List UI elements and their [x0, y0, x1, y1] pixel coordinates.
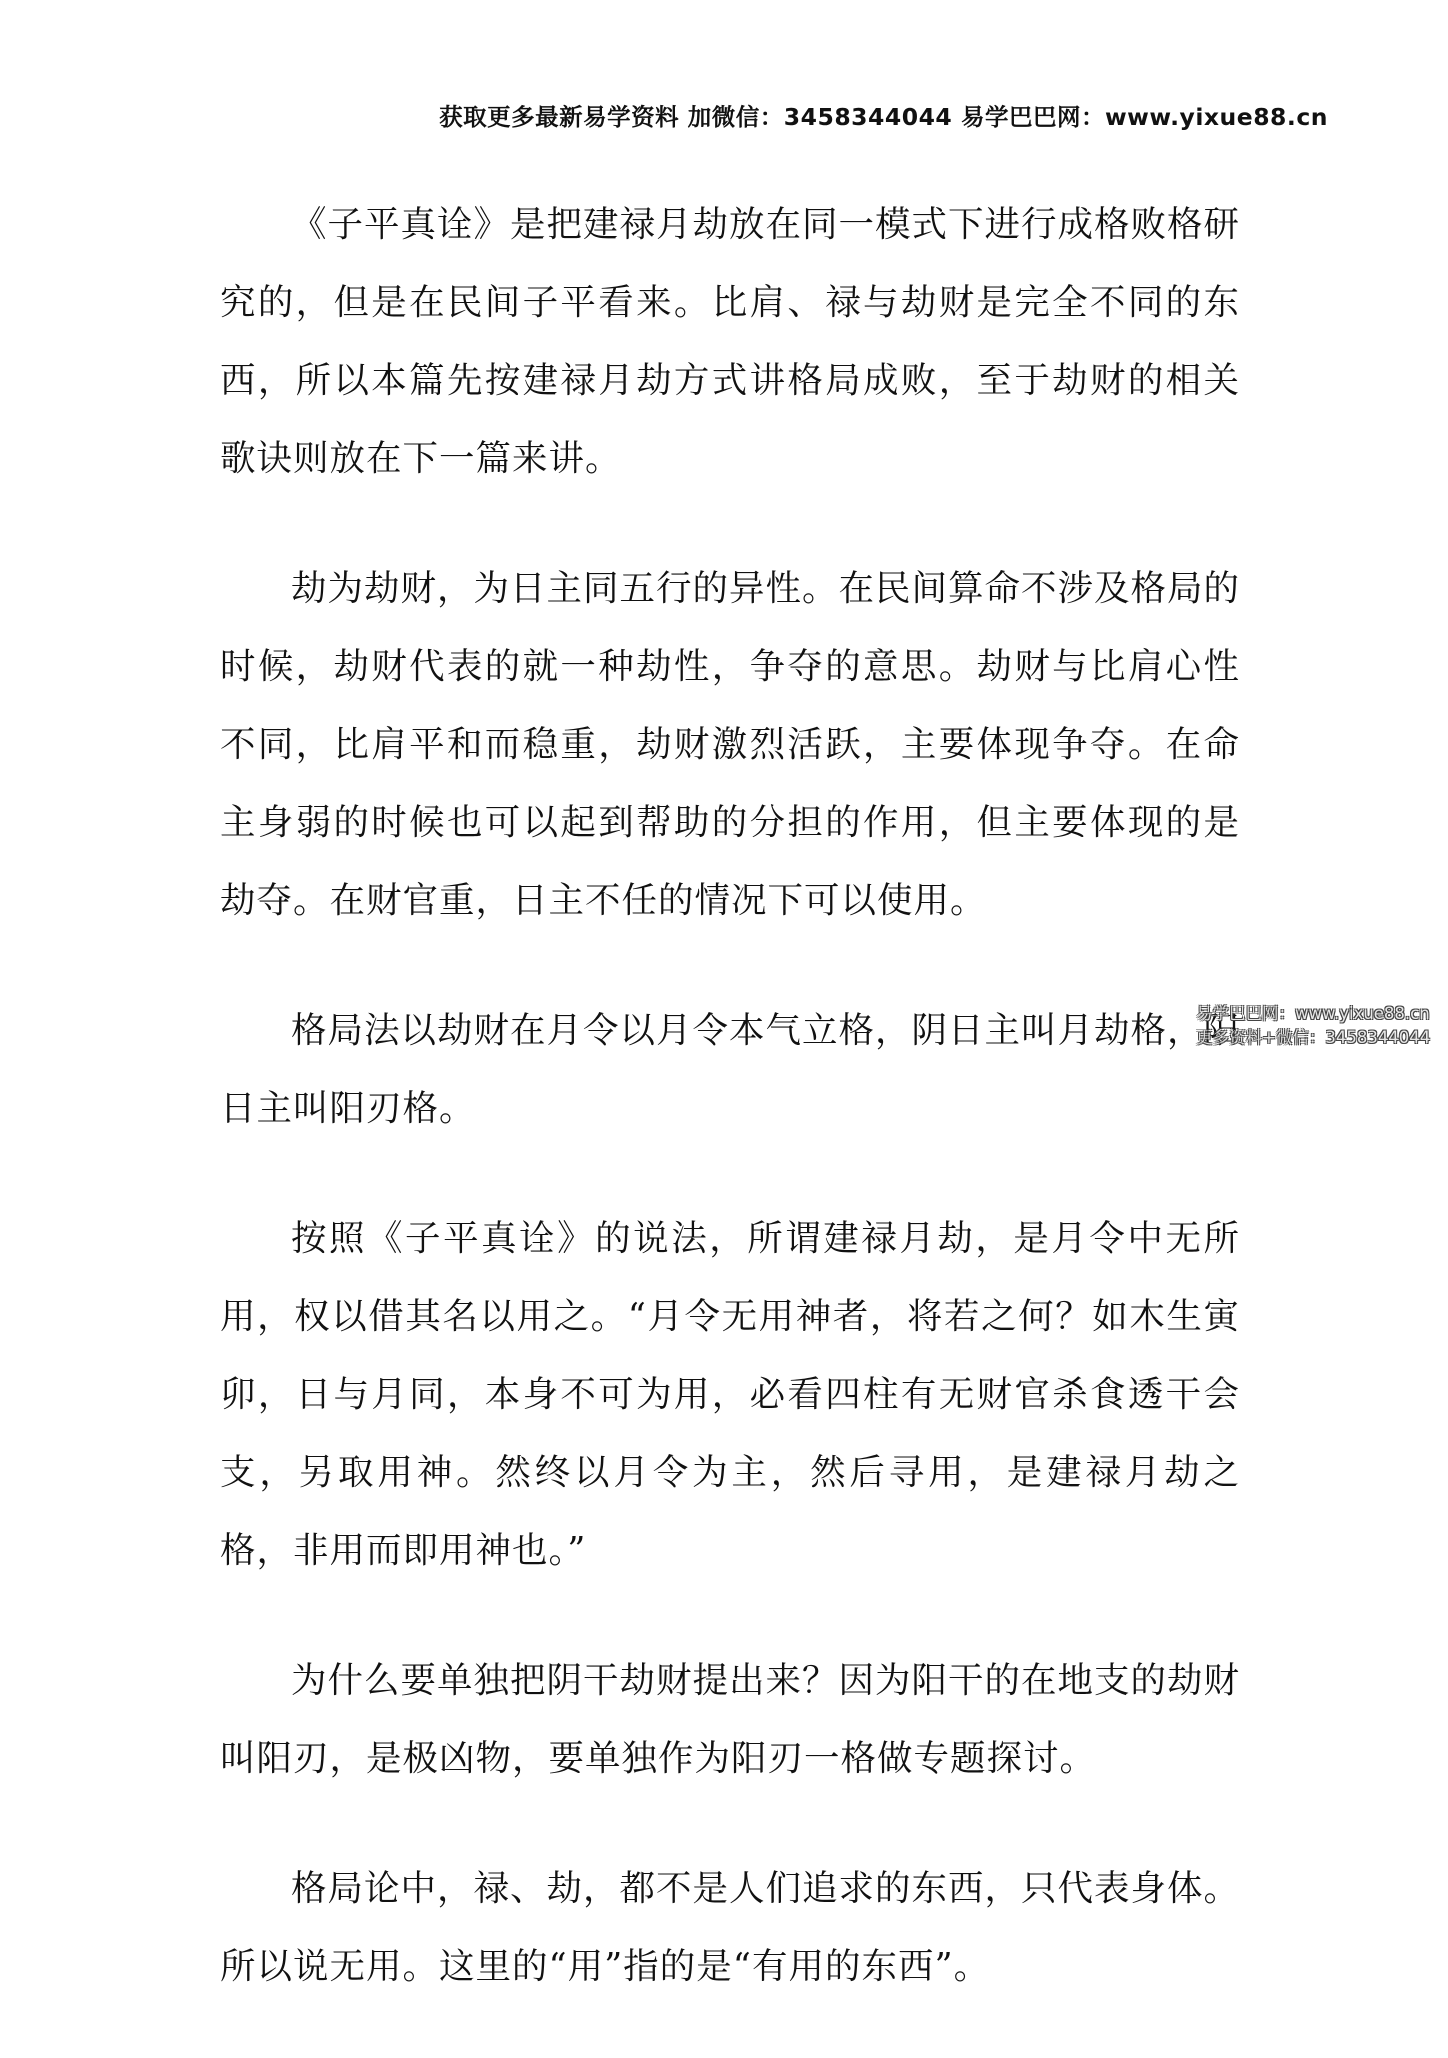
document-body [220, 186, 1240, 2058]
paragraph-5: 为什么要单独把阴干劫财提出来？因为阳干的在地支的劫财叫阳刃，是极凶物，要单独作为阳刃一格做专题探讨。 [220, 1660, 1241, 1779]
paragraph-4: 按照《子平真诠》的说法，所谓建禄月劫，是月令中无所用，权以借其名以用之。“月令无用神者，将若之何？如木生寅卯，日与月同，本身不可为用，必看四柱有无财官杀食透干会支，另取用神。然终以月令为主，然后寻用，是建禄月劫之格，非用而即用神也。” [220, 1218, 1240, 1571]
paragraph-2: 劫为劫财，为日主同五行的异性。在民间算命不涉及格局的时候，劫财代表的就一种劫性，争夺的意思。劫财与比肩心性不同，比肩平和而稳重，劫财激烈活跃，主要体现争夺。在命主身弱的时候也可以起到帮助的分担的作用，但主要体现的是劫夺。在财官重，日主不任的情况下可以使用。 [220, 568, 1241, 921]
page-header: 获取更多最新易学资料 加微信：3458344044 易学巴巴网：www.yixue88.cn [439, 103, 1328, 131]
watermark [1196, 1002, 1430, 1050]
watermark-line-2: 更多资料+微信：3458344044 [1196, 1028, 1431, 1047]
paragraph-1: 《子平真诠》是把建禄月劫放在同一模式下进行成格败格研究的，但是在民间子平看来。比肩、禄与劫财是完全不同的东西，所以本篇先按建禄月劫方式讲格局成败，至于劫财的相关歌诀则放在下一篇来讲。 [220, 204, 1241, 479]
paragraph-6: 格局论中，禄、劫，都不是人们追求的东西，只代表身体。所以说无用。这里的“用”指的是“有用的东西”。 [220, 1868, 1241, 1987]
paragraph-3: 格局法以劫财在月令以月令本气立格，阴日主叫月劫格，阳日主叫阳刃格。 [220, 1010, 1241, 1129]
watermark-line-1: 易学巴巴网：www.yixue88.cn [1196, 1004, 1430, 1023]
